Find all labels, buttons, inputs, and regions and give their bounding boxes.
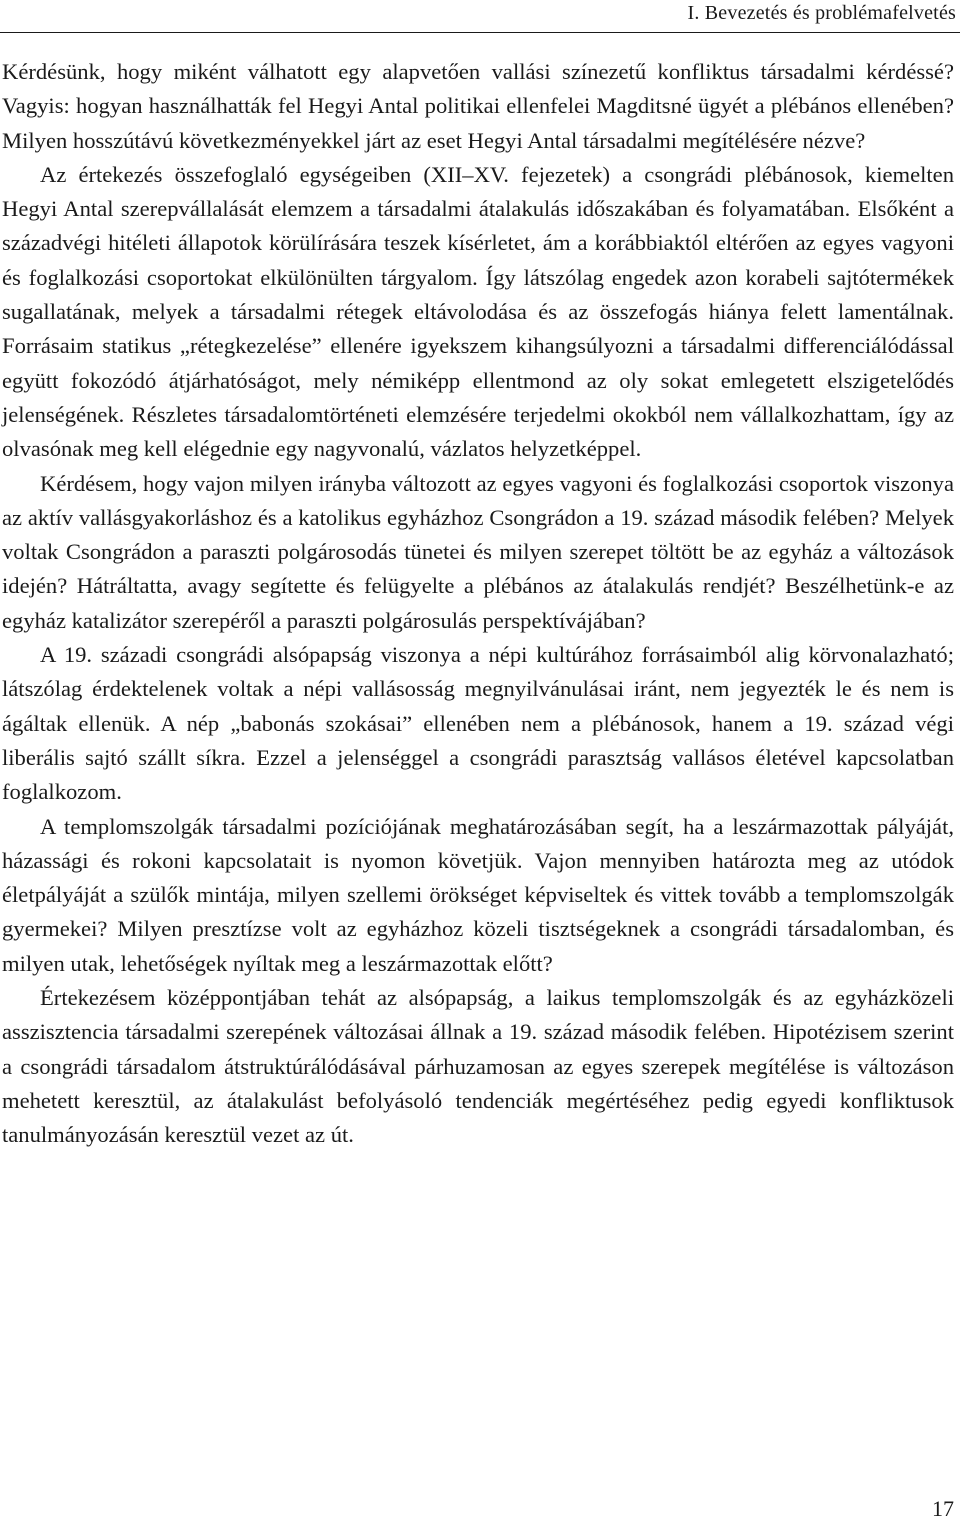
page-number: 17 [932,1496,954,1521]
running-head [0,0,960,33]
paragraph: A templomszolgák társadalmi pozíciójának meghatározásában segít, ha a leszármazottak pályáját, házassági és rokoni kapcsolatait is nyomon követjük. Vajon mennyiben határozta meg az utódok életpályáját a szülők mintája, milyen szellemi örökséget képviseltek és vittek tovább a templomszolgák gyermekei? Milyen presztízse volt az egyházhoz közeli tisztségeknek a csongrádi társadalomban, és milyen utak, lehetőségek nyíltak meg a leszármazottak előtt? [2,813,954,976]
paragraph: Az értekezés összefoglaló egységeiben (XII–XV. fejezetek) a csongrádi plébánosok, kiemelten Hegyi Antal szerepvállalását elemzem a társadalmi átalakulás időszakában és folyamatában. Elsőként a századvégi hitéleti állapotok körülírására teszek kísérletet, ám a korábbiaktól eltérően az egyes vagyoni és foglalkozási csoportokat elkülönülten tárgyalom. Így látszólag engedek azon korabeli sajtótermékek sugallatának, melyek a társadalmi rétegek eltávolodása és az összefogás hiánya felett lamentálnak. Forrásaim statikus „rétegkezelése” ellenére igyekszem kihangsúlyozni a társadalmi differenciálódással együtt fokozódó átjárhatóságot, mely némiképp ellentmond az oly sokat emlegetett elszigetelődés jelenségének. Részletes társadalomtörténeti elemzésére terjedelmi okokból nem vállalkozhattam, így az olvasónak meg kell elégednie egy nagyvonalú, vázlatos helyzetképpel. [2,161,954,462]
paragraph: Értekezésem középpontjában tehát az alsópapság, a laikus templomszolgák és az egyházközeli asszisztencia társadalmi szerepének változásai állnak a 19. század második felében. Hipotézisem szerint a csongrádi társadalom átstruktúrálódásával párhuzamosan az egyes szerepek megítélése is változáson mehetett keresztül, az átalakulást befolyásoló tendenciák megértéséhez pedig egyedi konfliktusok tanulmányozásán keresztül vezet az út. [2,985,954,1148]
body-text [2,55,954,1153]
paragraph: Kérdésünk, hogy miként válhatott egy alapvetően vallási színezetű konfliktus társadalmi kérdéssé? Vagyis: hogyan használhatták fel Hegyi Antal politikai ellenfelei Magditsné ügyét a plébános ellenében? Milyen hosszútávú következményekkel járt az eset Hegyi Antal társadalmi megítélésére nézve? [2,59,954,153]
paragraph: Kérdésem, hogy vajon milyen irányba változott az egyes vagyoni és foglalkozási csoportok viszonya az aktív vallásgyakorláshoz és a katolikus egyházhoz Csongrádon a 19. század második felében? Melyek voltak Csongrádon a paraszti polgárosodás tünetei és milyen szerepet töltött be az egyház a változások idején? Hátráltatta, avagy segítette és felügyelte a plébános az átalakulás rendjét? Beszélhetünk-e az egyház katalizátor szerepéről a paraszti polgárosulás perspektívájában? [2,470,954,633]
running-title: I. Bevezetés és problémafelvetés [687,2,956,24]
paragraph: A 19. századi csongrádi alsópapság viszonya a népi kultúrához forrásaimból alig körvonalazható; látszólag érdektelenek voltak a népi vallásosság megnyilvánulásai iránt, nem jegyezték le és nem is ágáltak ellenük. A nép „babonás szokásai” ellenében nem a plébánosok, hanem a 19. század végi liberális sajtó szállt síkra. Ezzel a jelenséggel a csongrádi parasztság vallásos életével kapcsolatban foglalkozom. [2,642,954,805]
